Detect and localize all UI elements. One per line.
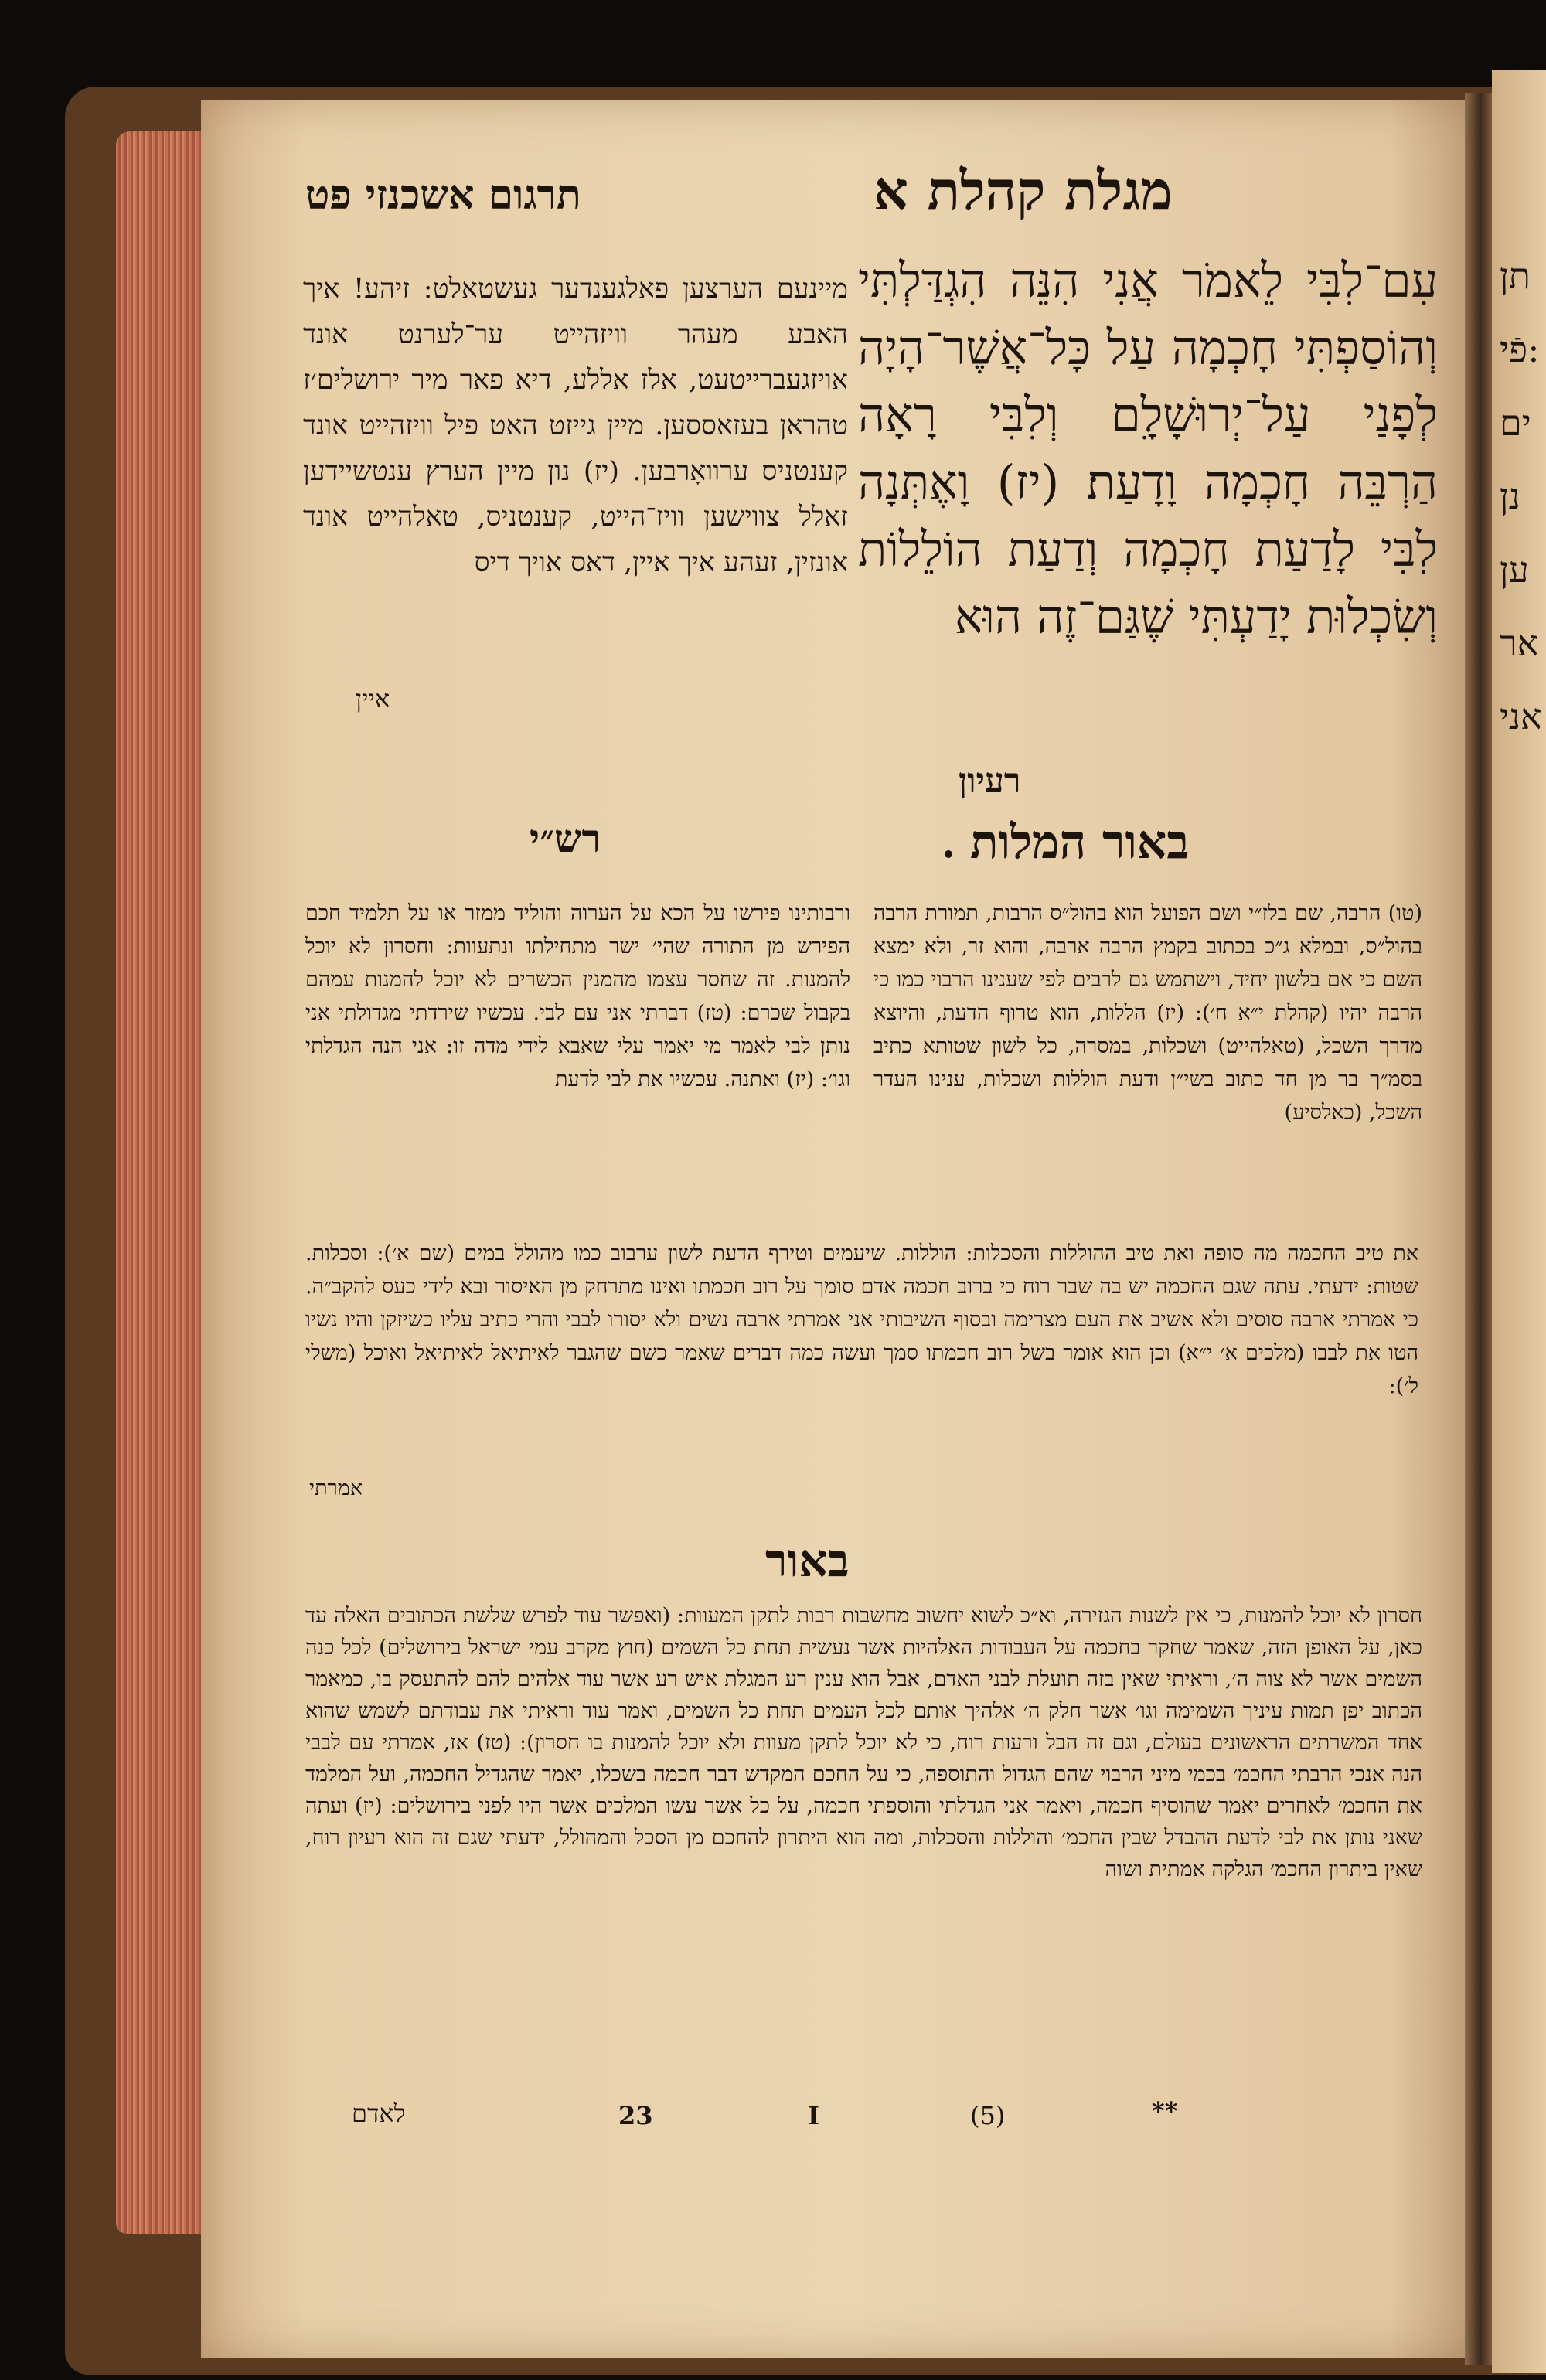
fore-edge xyxy=(116,131,209,2234)
ornament-dot xyxy=(945,850,952,858)
catchword-main: רעיון xyxy=(959,761,1021,801)
catchword-translation: איין xyxy=(356,684,390,713)
running-header-main: מגלת קהלת א xyxy=(873,158,1173,223)
section-heading-biur: באור xyxy=(765,1534,850,1587)
book-gutter xyxy=(1465,93,1496,2365)
adjacent-page-line: אר xyxy=(1500,622,1539,664)
signature-stars: ** xyxy=(1152,2096,1178,2126)
signature-number: 23 xyxy=(618,2101,653,2130)
adjacent-page-line: נן xyxy=(1500,475,1520,517)
adjacent-page-line: תן xyxy=(1500,255,1531,297)
section-heading-biur-hamilot: באור המלות xyxy=(970,815,1190,870)
running-header-translation: תרגום אשכנזי פט xyxy=(305,172,581,219)
vowelized-main-text: עִם־לִבִּי לֵאמֹר אֲנִי הִנֵּה הִגְדַּלְתִּי וְהוֹסַפְתִּי חָכְמָה עַל כָּל־אֲשֶׁר־הָיָה לְפָנַי עַל־יְרוּשָׁלִָם וְלִבִּי רָאָה הַרְבֵּה חָכְמָה וָדָעַת׃ (יז) וָאֶתְּנָה לִבִּי לָדַעַת חָכְמָה וְדַעַת הוֹלֵלוֹת וְשִׂכְלוּת יָדַעְתִּי שֶׁגַּם־זֶה הוּא xyxy=(858,254,1438,645)
adjacent-page-line: ען xyxy=(1500,549,1529,591)
catchword-rashi: אמרתי xyxy=(309,1476,363,1500)
rashi-text: ורבותינו פירשו על הכא על הערוה והוליד ממזר או על תלמיד חכם הפירש מן התורה שהי׳ ישר מתחילתו ונתעוות: וחסרון לא יוכל להמנות. זה שחסר עצמו מהמנין הכשרים לא יוכל להמנות עמהם בקבול שכרם: (טז) דברתי אני עם לבי. עכשיו שירדתי מגדולתי אני נותן לבי לאמר מי יאמר עלי שאבא לידי מדה זו: אני הנה הגדלתי וגו׳: (יז) ואתנה. עכשיו את לבי לדעת xyxy=(305,901,850,1091)
biur-hamilot-text: (טו) הרבה, שם בלז״י ושם הפועל הוא בהול״ס הרבות, תמורת הרבה בהול״ס, ובמלא ג״כ בכתוב בקמץ הרבה ארבה, והוא זר, ולא ימצא השם כי אם בלשון יחיד, וישתמש גם לרבים לפי שענינו הרבוי כמו כי הרבה יהיו (קהלת י״א ח׳): (יז) הללות, הוא טרוף הדעת, והיוצא מדרך השכל, (טאלהייט) ושכלות, במסרה, כל לשון שטותא כתיב בסמ״ך בר מן חד כתוב בשי״ן ודעת הוללות ושכלות, ענינו העדר השכל, (כאלסיע) xyxy=(873,901,1422,1125)
catchword-footer: לאדם xyxy=(352,2099,406,2128)
adjacent-page xyxy=(1492,70,1546,2373)
biur-text: חסרון לא יוכל להמנות, כי אין לשנות הגזירה, וא״כ לשוא יחשוב מחשבות רבות לתקן המעוות: (ואפשר עוד לפרש שלשת הכתובים האלה עד כאן, על האופן הזה, שאמר שחקר בחכמה על העבודות האלהיות אשר נעשית תחת כל השמים (חוץ מקרב עמי ישראל בירושלים) לכל כנה השמים אשר לא צוה ה׳, וראיתי שאין בזה תועלת לבני האדם, אבל הוא ענין רע המגלת איש רע אשר עוד אלהים להם להתעסק בו, כמאמר הכתוב יפן תמות עיניך השמימה וגו׳ אשר חלק ה׳ אלהיך אותם לכל העמים תחת כל השמים, ואמר עוד וראיתי את עבודתם לשמש שהוא אחד המשרתים הראשונים בעולם, וגם זה הבל ורעות רוח, כי לא יוכל לתקן מעוות ולא יוכל להמנות בו חסרון): (טז) אז, אמרתי עם לבבי הנה אנכי הרבתי החכמ׳ בכמי מיני הרבוי שהם הגדול והתוספה, כי על החכם המקדש דבר חכמה בשכלו, יאמר שהגדיל החכמה, ועל המלמד את החכמ׳ לאחרים יאמר שהוסיף חכמה, ויאמר אני הגדלתי והוספתי חכמה, על כל אשר עשו המלכים אשר היו לפני בירושלים: (יז) ועתה שאני נותן את לבי לדעת ההבדל שבין החכמ׳ והוללות והסכלות, ומה הוא היתרון להחכם מן הסכל והמהולל, ידעתי שגם זה הוא רעיון רוח, שאין ביתרון החכמ׳ הגלקה אמתית ושוה xyxy=(305,1604,1422,1881)
adjacent-page-line: אני xyxy=(1500,696,1542,737)
signature-roman: I xyxy=(808,2101,819,2130)
section-heading-rashi: רש״י xyxy=(530,815,601,861)
adjacent-page-line: פֿי: xyxy=(1500,329,1540,370)
rashi-continuation: את טיב החכמה מה סופה ואת טיב ההוללות והסכלות: הוללות. שיעמים וטירף הדעת לשון ערבוב כמו מהולל במים (שם א׳): וסכלות. שטות: ידעתי. עתה שגם החכמה יש בה שבר רוח כי ברוב חכמה אדם סומך על רוב חכמתו ואינו מתרחק מן האיסור ובא לידי כעס להקב״ה. כי אמרתי ארבה סוסים ולא אשיב את העם מצרימה ובסוף השיבותי אני אמרתי ארבה נשים ולא יסורו לבבי והרי כתיב עליו כשיזקן והיו נשיו הטו את לבבו (מלכים א׳ י״א) וכן הוא אומר בשל רוב חכמתו סמך ועשה כמה דברים שאמר כשם שהגבר לאיתיאל לאיתיאל ואוכל (משלי ל׳): xyxy=(305,1241,1418,1398)
translation-column: מיינעם הערצען פאלגענדער געשטאלט: זיהע! איך האבע מעהר וויזהייט ער־לערנט אונד אויזגעברייטעט, אלז אללע, דיא פאר מיר ירושלים׳ז טהראן בעזאססען. מיין גייזט האט פיל וויזהייט אונד קענטניס ערוואָרבען. (יז) נון מיין הערץ ענטשיידען זאלל צווישען וויז־הייט, קענטניס, טאלהייט אונד אונזין, זעהע איך איין, דאס אויך דיס xyxy=(303,274,848,578)
page-number: (5) xyxy=(970,2101,1006,2130)
adjacent-page-line: ים xyxy=(1500,402,1531,444)
